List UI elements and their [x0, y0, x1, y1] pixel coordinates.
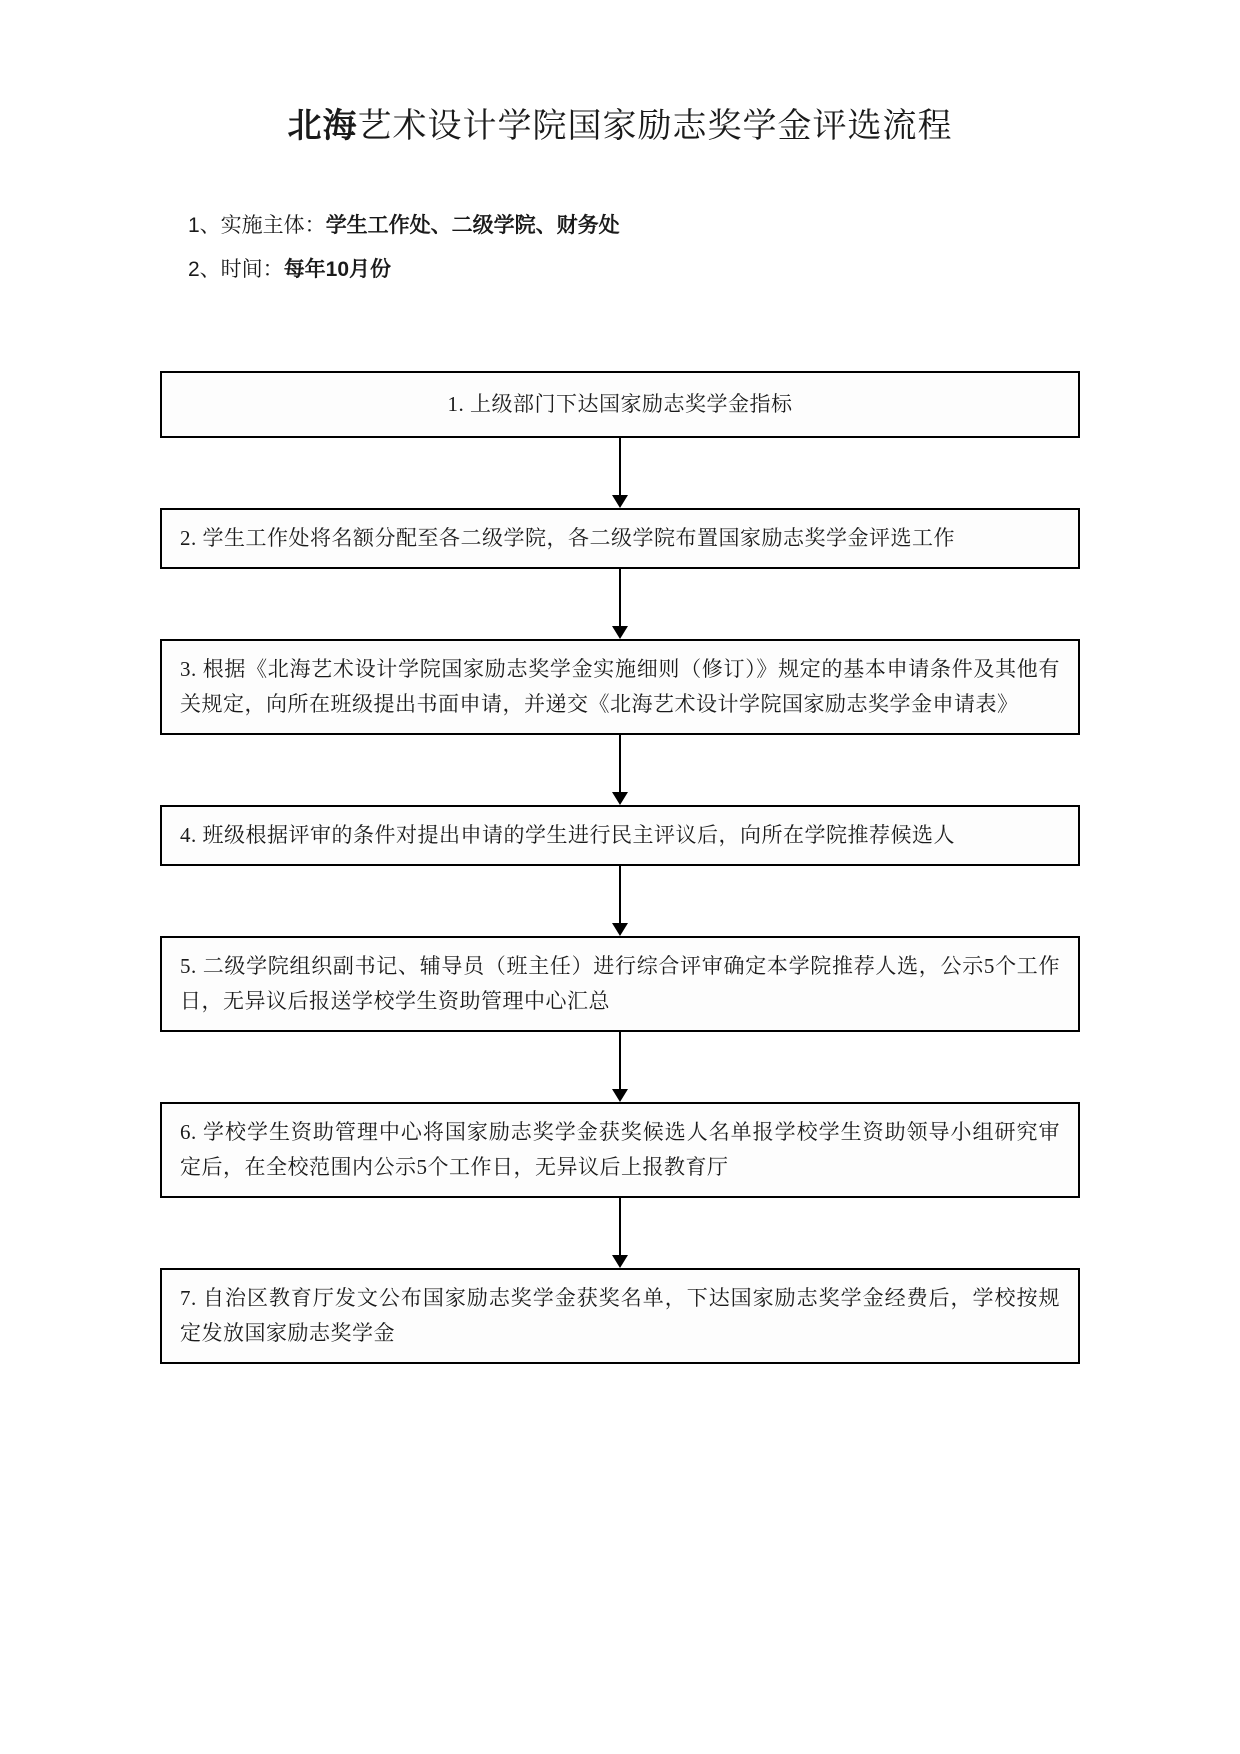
intro-line-time: [188, 256, 1240, 283]
flow-step: [160, 1268, 1080, 1364]
intro-value-subject: 学生工作处、二级学院、财务处: [325, 214, 620, 237]
arrow-head-icon: [612, 1089, 628, 1102]
arrow-shaft: [619, 569, 621, 626]
arrow-head-icon: [612, 792, 628, 805]
down-arrow-connector: [612, 735, 628, 805]
flow-step-text: 1. 上级部门下达国家励志奖学金指标: [447, 392, 793, 416]
arrow-head-icon: [612, 626, 628, 639]
flowchart: [160, 371, 1080, 1364]
flow-step-box: [160, 1268, 1080, 1364]
flow-step-box: [160, 936, 1080, 1032]
flow-step-text: 7. 自治区教育厅发文公布国家励志奖学金获奖名单，下达国家励志奖学金经费后，学校按规定发放国家励志奖学金: [180, 1286, 1060, 1345]
flow-step-text: 6. 学校学生资助管理中心将国家励志奖学金获奖候选人名单报学校学生资助领导小组研究审定后，在全校范围内公示5个工作日，无异议后上报教育厅: [180, 1120, 1060, 1179]
down-arrow-connector: [612, 569, 628, 639]
intro-value-time: 每年10月份: [283, 258, 392, 281]
flow-step: [160, 936, 1080, 1102]
down-arrow-connector: [612, 1032, 628, 1102]
arrow-head-icon: [612, 495, 628, 508]
flow-step-text: 5. 二级学院组织副书记、辅导员（班主任）进行综合评审确定本学院推荐人选，公示5个工作日，无异议后报送学校学生资助管理中心汇总: [180, 954, 1060, 1013]
flow-step: [160, 371, 1080, 508]
down-arrow-connector: [612, 1198, 628, 1268]
down-arrow-connector: [612, 438, 628, 508]
flow-step: [160, 508, 1080, 639]
page-title: [0, 0, 1240, 150]
arrow-shaft: [619, 1032, 621, 1089]
flow-step: [160, 805, 1080, 936]
title-rest-part: 艺术设计学院国家励志奖学金评选流程: [357, 107, 953, 145]
flow-step-box: [160, 371, 1080, 438]
flow-step-text: 3. 根据《北海艺术设计学院国家励志奖学金实施细则（修订）》规定的基本申请条件及其他有关规定，向所在班级提出书面申请，并递交《北海艺术设计学院国家励志奖学金申请表》: [180, 657, 1060, 716]
arrow-shaft: [619, 438, 621, 495]
flow-step-box: [160, 1102, 1080, 1198]
intro-section: [188, 212, 1240, 283]
flow-step: [160, 639, 1080, 805]
flow-step-box: [160, 805, 1080, 866]
intro-line-subject: [188, 212, 1240, 239]
flow-step-box: [160, 639, 1080, 735]
flow-step-text: 4. 班级根据评审的条件对提出申请的学生进行民主评议后，向所在学院推荐候选人: [180, 823, 955, 847]
arrow-shaft: [619, 866, 621, 923]
arrow-head-icon: [612, 923, 628, 936]
flow-step-box: [160, 508, 1080, 569]
intro-label-subject: 1、实施主体：: [188, 214, 326, 237]
title-bold-part: 北海: [287, 107, 358, 145]
flow-step-text: 2. 学生工作处将名额分配至各二级学院，各二级学院布置国家励志奖学金评选工作: [180, 526, 955, 550]
intro-label-time: 2、时间：: [188, 258, 284, 281]
flow-step: [160, 1102, 1080, 1268]
arrow-shaft: [619, 1198, 621, 1255]
arrow-head-icon: [612, 1255, 628, 1268]
down-arrow-connector: [612, 866, 628, 936]
arrow-shaft: [619, 735, 621, 792]
